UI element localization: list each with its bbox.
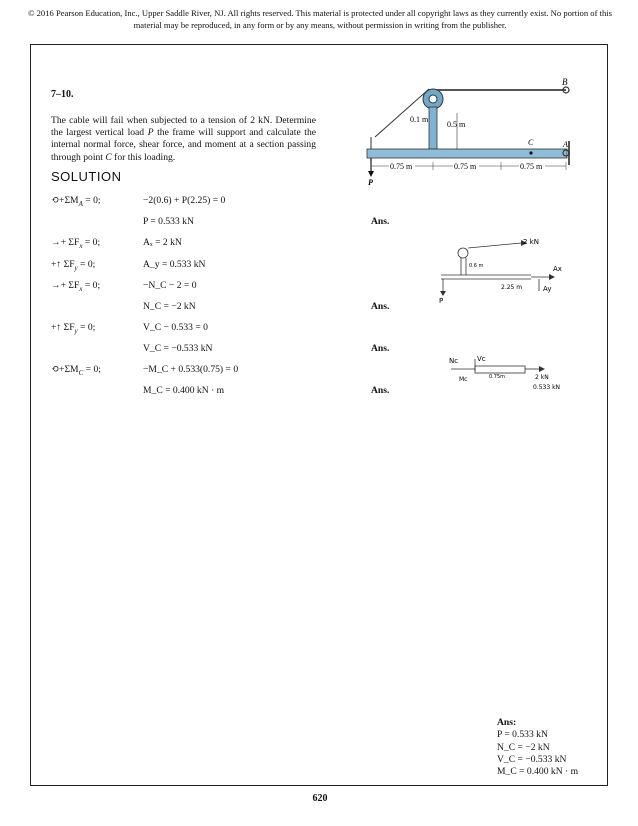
equation-label-tail: = 0; (82, 195, 101, 206)
fbd2-force-2: 0.533 kN (533, 384, 561, 391)
equation-text: −2(0.6) + P(2.25) = 0 (143, 195, 226, 206)
answer-line: M_C = 0.400 kN · m (497, 766, 579, 778)
equation-row (51, 301, 591, 315)
fbd-tension-label: 2 kN (523, 238, 539, 246)
equation-label-tail: = 0; (77, 322, 96, 333)
dim-seg-3: 0.75 m (520, 162, 543, 171)
equation-label (51, 259, 95, 272)
equation-label-sub: x (79, 284, 83, 293)
equation-label-sub: A (78, 199, 83, 208)
answer-marker: Ans. (371, 343, 390, 354)
answer-marker: Ans. (371, 385, 390, 396)
fbd2-length: 0.75m (489, 374, 506, 380)
answer-summary (497, 717, 578, 778)
equation-label-main: →+ ΣF (51, 280, 80, 291)
fbd2-nc-label: Nc (449, 357, 459, 365)
equation-label-main: →+ ΣF (51, 237, 80, 248)
frame-figure (361, 75, 576, 185)
equation-row (51, 322, 591, 336)
equation-label-sub: y (74, 263, 78, 272)
equation-label (51, 195, 101, 208)
problem-text-part-1: The cable will fail when subjected to a tension of 2 kN. Determine the largest vertical load (51, 115, 316, 139)
equation-label-main: +↑ ΣF (51, 322, 75, 333)
equation-label (51, 364, 101, 377)
dim-radius: 0.1 m (410, 115, 429, 124)
fbd-p-label: P (439, 297, 444, 303)
equation-label-main: ⟲+ΣM (51, 195, 79, 206)
equation-text: Aₓ = 2 kN (143, 237, 182, 248)
answer-marker: Ans. (371, 216, 390, 227)
answer-line: V_C = −0.533 kN (497, 753, 567, 765)
answer-line: P = 0.533 kN (497, 729, 548, 741)
answer-summary-heading: Ans: (497, 717, 517, 728)
free-body-diagram-section (441, 353, 561, 395)
equation-label-tail: = 0; (82, 237, 101, 248)
fbd2-vc-label: Vc (477, 355, 486, 363)
solution-page-frame (30, 44, 608, 804)
label-c: C (528, 138, 534, 147)
problem-text-part-3: for this loading. (111, 151, 176, 163)
dim-height: 0.5 m (447, 120, 466, 129)
dim-seg-2: 0.75 m (454, 162, 477, 171)
dim-seg-1: 0.75 m (390, 162, 413, 171)
problem-text-point: C (105, 151, 112, 163)
equation-label-tail: = 0; (77, 259, 96, 270)
fbd-dim-b: 2.25 m (501, 284, 523, 291)
equation-text: M_C = 0.400 kN · m (143, 385, 225, 396)
equation-label (51, 280, 100, 293)
answer-line: N_C = −2 kN (497, 741, 550, 753)
equation-label (51, 322, 95, 335)
equation-label-tail: = 0; (82, 280, 101, 291)
equation-label (51, 237, 100, 250)
solution-heading: SOLUTION (51, 169, 122, 184)
free-body-diagram-frame (431, 233, 571, 303)
equation-text: A_y = 0.533 kN (143, 259, 206, 270)
fbd2-mc-label: Mc (459, 376, 468, 383)
equation-row (51, 216, 591, 230)
equation-text: P = 0.533 kN (143, 216, 194, 227)
label-b: B (562, 77, 568, 87)
equation-label-tail: = 0; (83, 364, 101, 375)
equation-label-sub: y (74, 326, 78, 335)
page-number: 620 (312, 793, 328, 804)
problem-text-part-2: the frame will support and calculate the internal normal force, shear force, and moment at a section passing through point (51, 127, 316, 163)
answer-marker: Ans. (371, 301, 390, 312)
fbd-dim-a: 0.6 m (469, 263, 484, 269)
problem-text-load: P (147, 127, 154, 139)
equation-text: V_C = −0.533 kN (143, 343, 213, 354)
equation-text: N_C = −2 kN (143, 301, 196, 312)
label-p: P (368, 178, 373, 185)
equation-label-main: ⟲+ΣM (51, 364, 79, 375)
equation-row (51, 195, 591, 209)
fbd2-force-1: 2 kN (535, 374, 549, 381)
equation-label-sub: x (79, 241, 83, 250)
equation-label-main: +↑ ΣF (51, 259, 75, 270)
label-a: A (563, 140, 568, 149)
equation-label-sub: C (78, 368, 84, 377)
equation-text: −M_C + 0.533(0.75) = 0 (143, 364, 239, 375)
fbd-ax-label: Ax (553, 265, 562, 273)
fbd-ay-label: Ay (543, 285, 552, 293)
copyright-notice: © 2016 Pearson Education, Inc., Upper Saddle River, NJ. All rights reserved. This material is protected under all copyright laws as they currently exist. No portion of this material may be reproduced, in any form or by any means, without permission in writing from the publisher. (27, 8, 613, 30)
equation-text: −N_C − 2 = 0 (143, 280, 197, 291)
problem-statement (51, 115, 316, 164)
equation-text: V_C − 0.533 = 0 (143, 322, 208, 333)
problem-number: 7–10. (51, 89, 74, 100)
